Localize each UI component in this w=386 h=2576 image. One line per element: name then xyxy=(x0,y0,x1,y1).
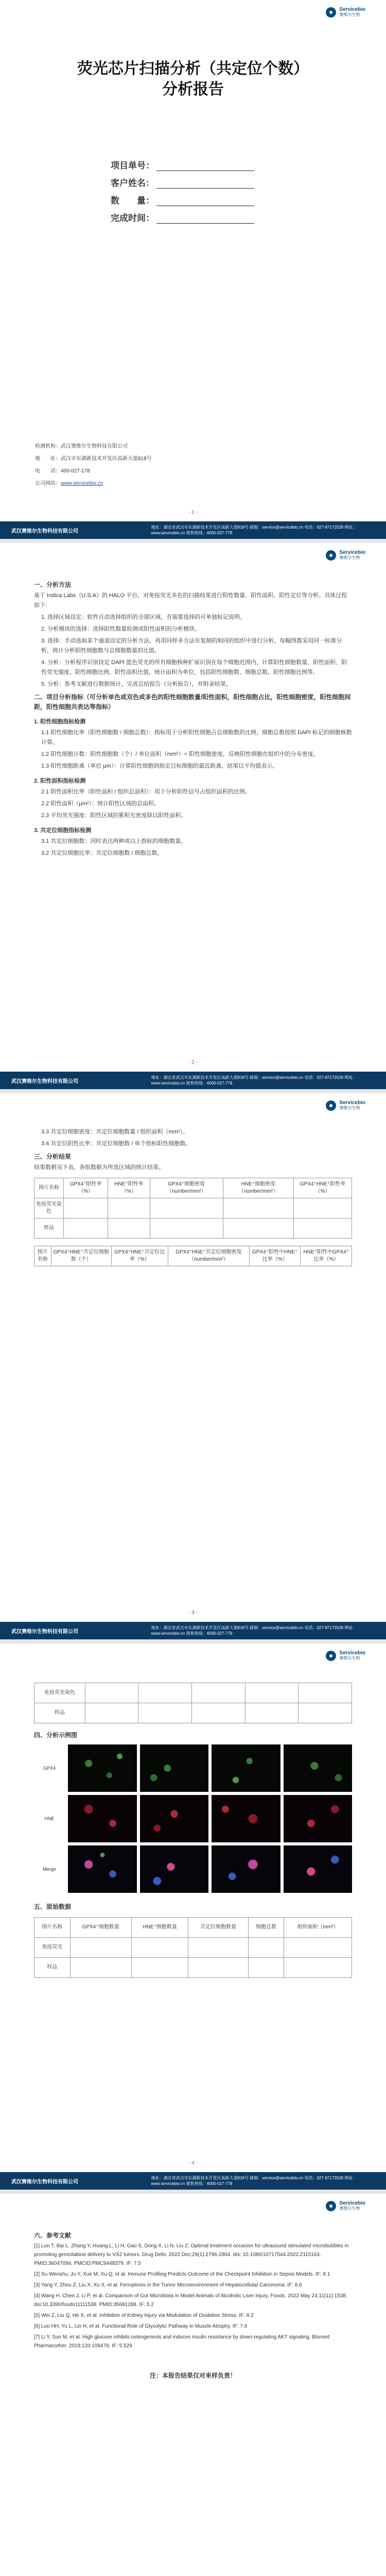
page-header xyxy=(0,1643,386,1667)
page-header xyxy=(0,2194,386,2217)
table-header-cell: GPX4⁺细胞密度（number/mm²） xyxy=(150,1178,223,1198)
table-header-row xyxy=(34,1246,352,1266)
report-page-cover xyxy=(0,0,386,539)
table-cell xyxy=(192,1683,245,1703)
logo-mark-icon xyxy=(326,1100,336,1111)
contact-website-row: 公司网站：www.servicebio.cn xyxy=(35,481,103,486)
project-number-label: 项目单号： xyxy=(111,161,154,171)
fluorescence-image xyxy=(284,1795,353,1842)
table-cell xyxy=(70,1938,131,1958)
table-row xyxy=(34,1938,352,1958)
company-logo: Servicebio 赛维尔生物 xyxy=(326,1651,365,1661)
page-header xyxy=(0,543,386,567)
table-cell xyxy=(63,1218,108,1239)
table-header-row xyxy=(34,1178,352,1198)
section-heading-images: 四、分析示例图 xyxy=(34,1732,78,1739)
table-cell: 样品 xyxy=(34,1703,85,1723)
report-page-5 xyxy=(0,2190,386,2576)
page-number: - 3 - xyxy=(188,1610,198,1616)
table-header-cell: HNE⁺阳性率（%） xyxy=(108,1178,150,1198)
table-cell: 免疫荧光 xyxy=(34,1938,71,1958)
quantity-label: 数 量： xyxy=(111,196,154,206)
image-row-label: Merge xyxy=(43,1867,56,1872)
table-cell xyxy=(85,1703,138,1723)
reference-item: [6] Luo HH, Yu L, Lin H, et al. Functional Role of Glycolytic Pathway in Muscle Atrophy. IF: 7.6 xyxy=(34,2324,248,2329)
contact-company: 检测机构：武汉赛维尔生物科技有限公司 xyxy=(35,444,128,449)
page-footer: 武汉赛维尔生物科技有限公司 地址：湖北省武汉市东湖新技术开发区高新大道818号 邮箱：service@servicebio.cn 电话：027-87172528 网址：www.servicebio.cn 销售热线：4000-027-778 xyxy=(0,1072,386,1089)
image-row-hne xyxy=(34,1795,352,1842)
table-row xyxy=(34,1703,352,1723)
paragraph: 1.3 阳性细胞距离（单位 μm）：计算阳性细胞到指定目标细胞的最近距离，结果以平均值表示。 xyxy=(41,763,278,769)
table-cell xyxy=(248,1938,284,1958)
table-cell: 样品 xyxy=(34,1958,71,1978)
table-cell xyxy=(70,1958,131,1978)
report-page-3 xyxy=(0,1089,386,1639)
project-number-row xyxy=(103,154,386,171)
table-cell xyxy=(245,1703,299,1723)
reference-item: [3] Yang Y, Zhou Z, Liu X, Xu X, et al. Ferroptosis in the Tumor Microenvironment of Hepatocellular Carcinoma. IF: 8.6 xyxy=(34,2282,302,2288)
page-header xyxy=(0,0,386,24)
paragraph: 基于 Indica Labs（U.S.A）的 HALO 平台，对免疫荧光多色的扫描结果进行阳性数量、阳性面积、阳性定位等分析。具体过程如下： xyxy=(34,592,347,608)
image-row-label: HNE xyxy=(44,1816,55,1821)
company-logo xyxy=(326,7,365,18)
completion-time-label: 完成时间： xyxy=(111,213,154,223)
page-number: - 1 - xyxy=(188,510,198,515)
closing-note: 注：本报告结果仅对来样负责！ xyxy=(149,2372,236,2379)
table-cell xyxy=(108,1198,150,1218)
table-header-cell: 细胞总数 xyxy=(248,1918,284,1938)
table-row xyxy=(34,1198,352,1218)
table-row xyxy=(34,1958,352,1978)
table-header-cell: HNE⁺阳性中GPX4⁺比率（%） xyxy=(301,1246,352,1266)
image-row-merge xyxy=(34,1845,352,1893)
fluorescence-image xyxy=(212,1744,280,1792)
fluorescence-image xyxy=(284,1744,353,1792)
section-heading-indicators: 二、项目分析指标（可分析单色或双色或多色的阳性细胞数量/阳性面积，阳性细胞占比，阳性细胞密度，阳性细胞间距，阳性细胞共表达等指标） xyxy=(34,693,351,710)
page-header xyxy=(0,1093,386,1117)
report-page-2 xyxy=(0,539,386,1089)
table-cell xyxy=(138,1703,192,1723)
table-header-cell: 图片名称 xyxy=(34,1918,71,1938)
table-header-cell: 共定位细胞数量 xyxy=(188,1918,248,1938)
reference-item: [2] Xu Wenshu, Ju Y, Xue M, Xu Q, et al. Immune Profiling Predicts Outcome of the Checkpoint Inhibition in Sepsis Models. IF: 8.1 xyxy=(34,2272,330,2277)
table-cell: 免疫荧光染色 xyxy=(34,1683,85,1703)
page-content xyxy=(0,2217,386,2381)
section-heading-references: 六、参考文献 xyxy=(34,2232,72,2239)
page-number: - 4 - xyxy=(188,2160,198,2166)
fluorescence-image xyxy=(140,1795,209,1842)
section-heading-method: 一、分析方法 xyxy=(34,581,72,588)
paragraph: 结果数据见下表，各组数据为所选区域的统计结果。 xyxy=(34,1164,164,1171)
fluorescence-image xyxy=(284,1845,353,1893)
image-row-label: GPX4 xyxy=(43,1766,56,1771)
table-cell xyxy=(299,1703,352,1723)
table-header-cell: GPX4⁺细胞数量 xyxy=(70,1918,131,1938)
table-header-cell: GPX4⁺阳性中HNE⁺比率（%） xyxy=(249,1246,301,1266)
completion-time-field xyxy=(156,213,254,224)
table-cell xyxy=(223,1218,293,1239)
table-cell xyxy=(188,1938,248,1958)
website-link[interactable]: www.servicebio.cn xyxy=(61,481,103,486)
logo-mark-icon xyxy=(326,550,336,561)
table-cell xyxy=(85,1683,138,1703)
paragraph: 2.2 阳性面积（μm²）：统计阳性区域的总面积。 xyxy=(41,801,160,807)
customer-name-label: 客户姓名： xyxy=(111,178,154,188)
paragraph: 1.1 阳性细胞比率（阳性细胞数 / 细胞总数）：指标用于分析阳性细胞占总细胞数的比例，细胞总数按照 DAPI 标记的细胞核数计算。 xyxy=(41,730,352,745)
table-cell xyxy=(63,1198,108,1218)
table-header-cell: 图片名称 xyxy=(34,1246,51,1266)
table-header-cell: GPX4⁺阳性率（%） xyxy=(63,1178,108,1198)
fluorescence-image xyxy=(212,1795,280,1842)
project-number-field xyxy=(156,160,254,171)
paragraph: 3.4 共定位阳性比率：共定位细胞数 / 单个指标阳性细胞数。 xyxy=(41,1141,191,1147)
logo-english: Servicebio xyxy=(339,7,365,12)
page-content xyxy=(0,1117,386,1266)
paragraph: 1.2 阳性细胞计数：阳性细胞数（个）/ 单位面积（mm²）= 阳性细胞密度，反映阳性细胞在组织中的分布密度。 xyxy=(41,751,319,757)
table-header-cell: GPX4⁺HNE⁺阳性率（%） xyxy=(294,1178,352,1198)
section-heading-raw-data: 五、原始数据 xyxy=(34,1903,72,1910)
paragraph: 3.3 共定位细胞密度：共定位细胞数量 / 组织面积（mm²）。 xyxy=(41,1129,189,1135)
subsection-heading: 3. 共定位细胞指标检测 xyxy=(34,827,92,834)
report-info-form xyxy=(103,154,386,224)
report-page-4 xyxy=(0,1639,386,2190)
customer-name-field xyxy=(156,178,254,189)
paragraph: 2.3 平均荧光强度：阳性区域的累积光密度除以阳性面积。 xyxy=(41,812,187,819)
table-cell xyxy=(294,1198,352,1218)
table-cell xyxy=(192,1703,245,1723)
paragraph: 2.1 阳性面积比率（阳性面积 / 组织总面积）：用于分析阳性信号占组织面积的比例。 xyxy=(41,789,251,795)
contact-info xyxy=(35,440,152,490)
table-cell xyxy=(131,1938,188,1958)
fluorescence-image xyxy=(68,1845,137,1893)
table-row xyxy=(34,1218,352,1239)
table-cell: 免疫荧光染色 xyxy=(34,1198,64,1218)
table-header-cell: HNE⁺细胞数量 xyxy=(131,1918,188,1938)
table-header-cell: 组织面积（mm²） xyxy=(284,1918,352,1938)
reference-item: [1] Luo T, Bai L, Zhang Y, Huang L, Li H, Gao S, Dong X, Li N, Liu Z. Optimal treatment occasion for ultrasound stimulated microbubbles in promoting gemcitabine delivery to VX2 tumors. Drug Deliv. 2022 Dec;29(1):2796-2804. doi: 10.1080/10717544.2022.2115163. PMID:36047094; PMCID:PMC9448379. IF: 7.5 xyxy=(34,2243,349,2266)
fluorescence-image xyxy=(212,1845,280,1893)
contact-phone: 电 话：400-027-178 xyxy=(35,468,90,474)
fluorescence-image-grid xyxy=(34,1744,352,1893)
footer-company-name: 武汉赛维尔生物科技有限公司 xyxy=(11,528,78,534)
fluorescence-image xyxy=(140,1744,209,1792)
subsection-heading: 2. 阳性面积指标检测 xyxy=(34,778,86,784)
table-row xyxy=(34,1683,352,1703)
paragraph: 3.1 共定位细胞数：同时表达两种或以上指标的细胞数量。 xyxy=(41,838,187,844)
company-logo: Servicebio 赛维尔生物 xyxy=(326,1100,365,1111)
logo-chinese: 赛维尔生物 xyxy=(339,12,360,17)
table-cell xyxy=(245,1683,299,1703)
table-header-cell: GPX4⁺HNE⁺共定位细胞数（个） xyxy=(51,1246,111,1266)
table-cell xyxy=(188,1958,248,1978)
section-heading-results: 三、分析结果 xyxy=(34,1153,72,1160)
footer-contact: 地址：湖北省武汉市东湖新技术开发区高新大道818号 邮箱：service@servicebio.cn 电话：027-87172528 网址：www.servicebio.cn 销售热线：4000-027-778 xyxy=(151,525,357,535)
table-cell xyxy=(138,1683,192,1703)
image-row-gpx4 xyxy=(34,1744,352,1792)
company-logo: Servicebio 赛维尔生物 xyxy=(326,2201,365,2211)
page-number: - 2 - xyxy=(188,1060,198,1065)
completion-time-row xyxy=(103,206,386,224)
table-cell xyxy=(284,1958,352,1978)
customer-name-row xyxy=(103,171,386,189)
paragraph: 4. 分析：分析程序识别设定 DAPI 蓝色荧光的所有细胞核种扩展识别在每个细胞范围内，计算阳性细胞数量、阳性面积、阳性荧光强度、阳性细胞比例、阳性面积比值，统计面积为单位，包括阳性细胞数、细胞总数、阳性细胞比例等。 xyxy=(41,659,347,675)
table-cell xyxy=(223,1198,293,1218)
table-header-cell: GPX4⁺HNE⁺共定位细胞密度（number/mm²） xyxy=(168,1246,249,1266)
table-cell: 样品 xyxy=(34,1218,64,1239)
paragraph: 5. 分析：参考文献进行数据统计，完成总结报告（分析报告），并附录结果。 xyxy=(41,681,232,687)
raw-data-table xyxy=(34,1917,352,1978)
paragraph: 3.2 共定位细胞比率：共定位细胞数 / 细胞总数。 xyxy=(41,850,163,856)
logo-mark-icon xyxy=(326,7,336,18)
quantity-field xyxy=(156,195,254,206)
table-cell xyxy=(108,1218,150,1239)
page-content xyxy=(0,567,386,858)
results-table-2-continued xyxy=(34,1683,352,1723)
fluorescence-image xyxy=(68,1744,137,1792)
results-table-1 xyxy=(34,1178,352,1239)
table-cell xyxy=(150,1218,223,1239)
report-title: 荧光芯片扫描分析（共定位个数） 分析报告 xyxy=(77,60,309,98)
table-cell xyxy=(150,1198,223,1218)
company-logo: Servicebio 赛维尔生物 xyxy=(326,550,365,561)
reference-item: [5] Wei Z, Liu Q, He X, et al. Inhibition of Kidney Injury via Modulation of Oxidative Stress. IF: 8.2 xyxy=(34,2313,254,2318)
table-header-cell: HNE⁺细胞密度（number/mm²） xyxy=(223,1178,293,1198)
quantity-row xyxy=(103,189,386,206)
results-table-2 xyxy=(34,1246,352,1266)
page-content xyxy=(0,1667,386,1978)
paragraph: 2. 分析模块的选择：选择阳性数量检测或阳性面积的分析模块。 xyxy=(41,626,201,632)
table-cell xyxy=(294,1218,352,1239)
reference-item: [7] Li Y, Sun M, et al. High glucose inhibits osteogenesis and induces insulin resistance by down-regulating AKT signaling. Biomed Pharmacother. 2019;120:109478. IF: 5.529 xyxy=(34,2334,330,2349)
contact-address: 地 址：武汉市东湖新技术开发区高新大道818号 xyxy=(35,456,152,462)
table-cell xyxy=(131,1958,188,1978)
fluorescence-image xyxy=(68,1795,137,1842)
page-footer xyxy=(0,521,386,539)
paragraph: 3. 选择：手动选取某个通道设定的分析方法，再用同样多方法在复制的相同的组织中进行分析，每幅图都采用同一标准分析，统计分析阳性细胞数与总细胞数量的比值。 xyxy=(41,638,342,654)
table-header-row xyxy=(34,1918,352,1938)
table-cell xyxy=(248,1958,284,1978)
logo-mark-icon xyxy=(326,2201,336,2211)
page-footer: 武汉赛维尔生物科技有限公司 地址：湖北省武汉市东湖新技术开发区高新大道818号 邮箱：service@servicebio.cn 电话：027-87172528 网址：www.servicebio.cn 销售热线：4000-027-778 xyxy=(0,2172,386,2190)
table-cell xyxy=(284,1938,352,1958)
page-footer: 武汉赛维尔生物科技有限公司 地址：湖北省武汉市东湖新技术开发区高新大道818号 邮箱：service@servicebio.cn 电话：027-87172528 网址：www.servicebio.cn 销售热线：4000-027-778 xyxy=(0,1622,386,1639)
table-header-cell: 图片名称 xyxy=(34,1178,64,1198)
subsection-heading: 1. 阳性细胞指标检测 xyxy=(34,719,86,725)
reference-item: [4] Wang H, Chen J, Li P, et al. Comparison of Gut Microbiota in Model Animals of Alcoholic Liver Injury. Foods. 2022 May 24;11(11):1538. doi:10.3390/foods11111538. PMID:35681288. IF: 5.2 xyxy=(34,2293,347,2308)
table-header-cell: GPX4⁺HNE⁺共定位比率（%） xyxy=(111,1246,168,1266)
logo-mark-icon xyxy=(326,1651,336,1661)
table-cell xyxy=(299,1683,352,1703)
fluorescence-image xyxy=(140,1845,209,1893)
paragraph: 1. 选择区域设定：软件自动选择组织的全部区域，有需要选择的可单独标记说明。 xyxy=(41,614,246,620)
